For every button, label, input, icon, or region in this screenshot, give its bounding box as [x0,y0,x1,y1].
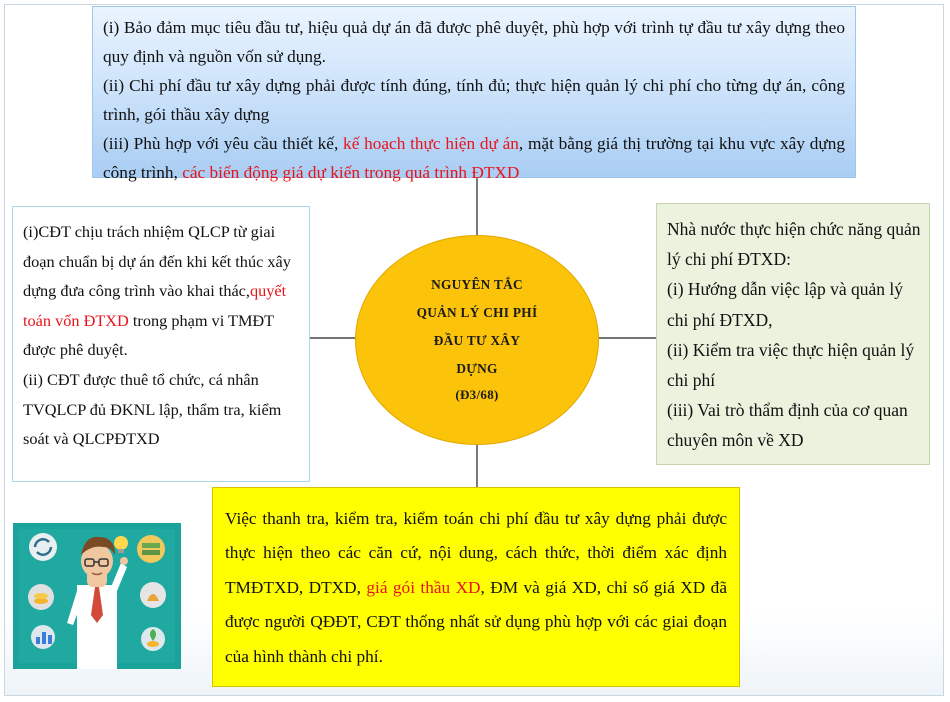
top-principle-box [92,6,856,182]
right-item-2: (ii) Kiểm tra việc thực hiện quản lý chi phí [667,339,915,391]
coins-icon [28,584,54,610]
chart-icon [31,625,55,649]
right-item-3: (iii) Vai trò thẩm định của cơ quan chuyên môn về XD [667,400,908,451]
bottom-principle-box [212,487,740,687]
top-item-3-highlight-b: các biến động giá dự kiến trong quá trình ĐTXD [182,163,520,182]
top-item-3-highlight-a: kế hoạch thực hiện dự án [343,134,519,153]
center-title-line-2: QUẢN LÝ CHI PHÍ [416,305,538,320]
center-title-line-4: DỰNG [456,361,498,376]
center-title-line-3: ĐẦU TƯ XÂY [433,333,521,348]
bottom-text-b: , ĐM và giá XD, chỉ số giá XD đã được người QĐĐT, CĐT thống nhất sử dụng phù hợp với các giai đoạn của hình thành chi phí. [225,577,727,666]
left-principle-box [12,206,310,482]
plant-coin-icon [141,627,165,651]
money-bag-icon [140,582,166,608]
top-item-3-text-a: (iii) Phù hợp với yêu cầu thiết kế, [103,134,344,153]
left-item-1-text-a: (i)CĐT chịu trách nhiệm QLCP từ giai đoạn chuẩn bị dự án đến khi kết thúc xây dựng đưa công trình vào khai thác, [23,222,291,301]
left-item-1-highlight: quyết toán vốn ĐTXD [23,281,287,330]
right-principle-box [656,203,930,465]
right-item-1: (i) Hướng dẫn việc lập và quản lý chi phí ĐTXD, [667,279,903,330]
bottom-text-a: Việc thanh tra, kiểm tra, kiểm toán chi phí đầu tư xây dựng phải được thực hiện theo các căn cứ, nội dung, cách thức, thời điểm xác định TMĐTXD, DTXD, [225,509,727,597]
center-title-line-1: NGUYÊN TẮC [431,277,523,292]
businessman-thinking-illustration [13,523,181,669]
bottom-text [225,502,727,674]
top-item-3-text-b: , mặt bằng giá thị trường tại khu vực xây dựng công trình, [103,134,845,182]
center-title-ellipse [355,235,599,445]
left-item-1-text-b: trong phạm vi TMĐT được phê duyệt. [23,310,274,360]
top-item-2: (ii) Chi phí đầu tư xây dựng phải được tính đúng, tính đủ; thực hiện quản lý chi phí cho từng dự án, công trình, gói thầu xây dựng [103,76,845,124]
top-item-3 [103,129,845,187]
top-item-1: (i) Bảo đảm mục tiêu đầu tư, hiệu quả dự án đã được phê duyệt, phù hợp với trình tự đầu tư xây dựng theo quy định và nguồn vốn sử dụng. [103,18,845,66]
money-stack-icon [137,535,165,563]
left-item-1 [23,217,299,365]
left-item-2: (ii) CĐT được thuê tổ chức, cá nhân TVQLCP đủ ĐKNL lập, thẩm tra, kiểm soát và QLCPĐTXD [23,369,282,449]
bottom-text-highlight: giá gói thầu XD [366,577,481,597]
center-article-code: (Đ3/68) [455,387,499,402]
money-cycle-icon [29,533,57,561]
right-intro: Nhà nước thực hiện chức năng quản lý chi phí ĐTXD: [667,219,921,270]
